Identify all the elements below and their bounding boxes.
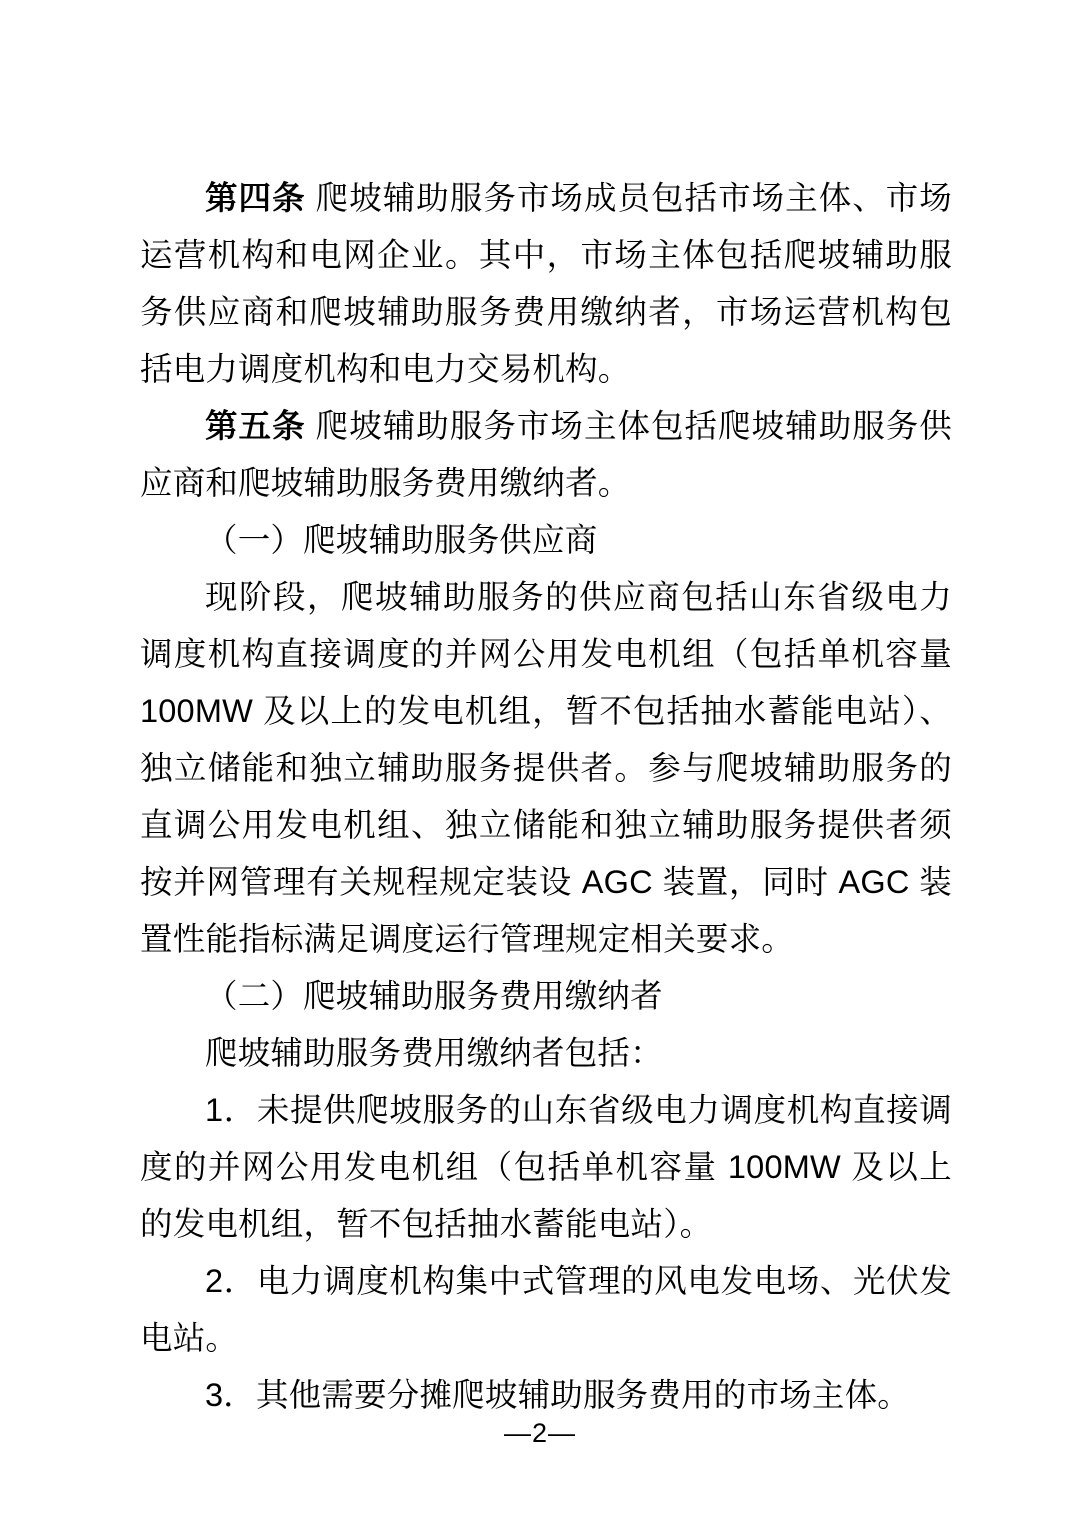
paragraph-text: 爬坡辅助服务市场主体包括爬坡辅助服务供应商和爬坡辅助服务费用缴纳者。 xyxy=(140,408,952,501)
paragraph-article-4 xyxy=(140,170,952,398)
list-item-2: 2．电力调度机构集中式管理的风电发电场、光伏发电站。 xyxy=(140,1263,952,1356)
page-number: —2— xyxy=(503,1418,577,1448)
list-item-3: 3．其他需要分摊爬坡辅助服务费用的市场主体。 xyxy=(205,1377,910,1413)
document-body xyxy=(140,170,952,1424)
paragraph-item-1-body: 现阶段，爬坡辅助服务的供应商包括山东省级电力调度机构直接调度的并网公用发电机组（包括单机容量 100MW 及以上的发电机组，暂不包括抽水蓄能电站）、独立储能和独立辅助服务提供者。参与爬坡辅助服务的直调公用发电机组、独立储能和独立辅助服务提供者须按并网管理有关规程规定装设 AGC 装置，同时 AGC 装置性能指标满足调度运行管理规定相关要求。 xyxy=(140,579,952,957)
paragraph-article-5 xyxy=(140,398,952,512)
article-label-4: 第四条 xyxy=(205,180,306,216)
paragraph-item-2-body: 爬坡辅助服务费用缴纳者包括： xyxy=(205,1035,663,1071)
paragraph-text: 爬坡辅助服务市场成员包括市场主体、市场运营机构和电网企业。其中，市场主体包括爬坡辅助服务供应商和爬坡辅助服务费用缴纳者，市场运营机构包括电力调度机构和电力交易机构。 xyxy=(140,180,952,387)
paragraph-item-2-heading: （二）爬坡辅助服务费用缴纳者 xyxy=(205,978,663,1014)
article-label-5: 第五条 xyxy=(205,408,306,444)
paragraph-item-1-heading: （一）爬坡辅助服务供应商 xyxy=(205,522,598,558)
list-item-1: 1．未提供爬坡服务的山东省级电力调度机构直接调度的并网公用发电机组（包括单机容量 100MW 及以上的发电机组，暂不包括抽水蓄能电站）。 xyxy=(140,1092,952,1242)
